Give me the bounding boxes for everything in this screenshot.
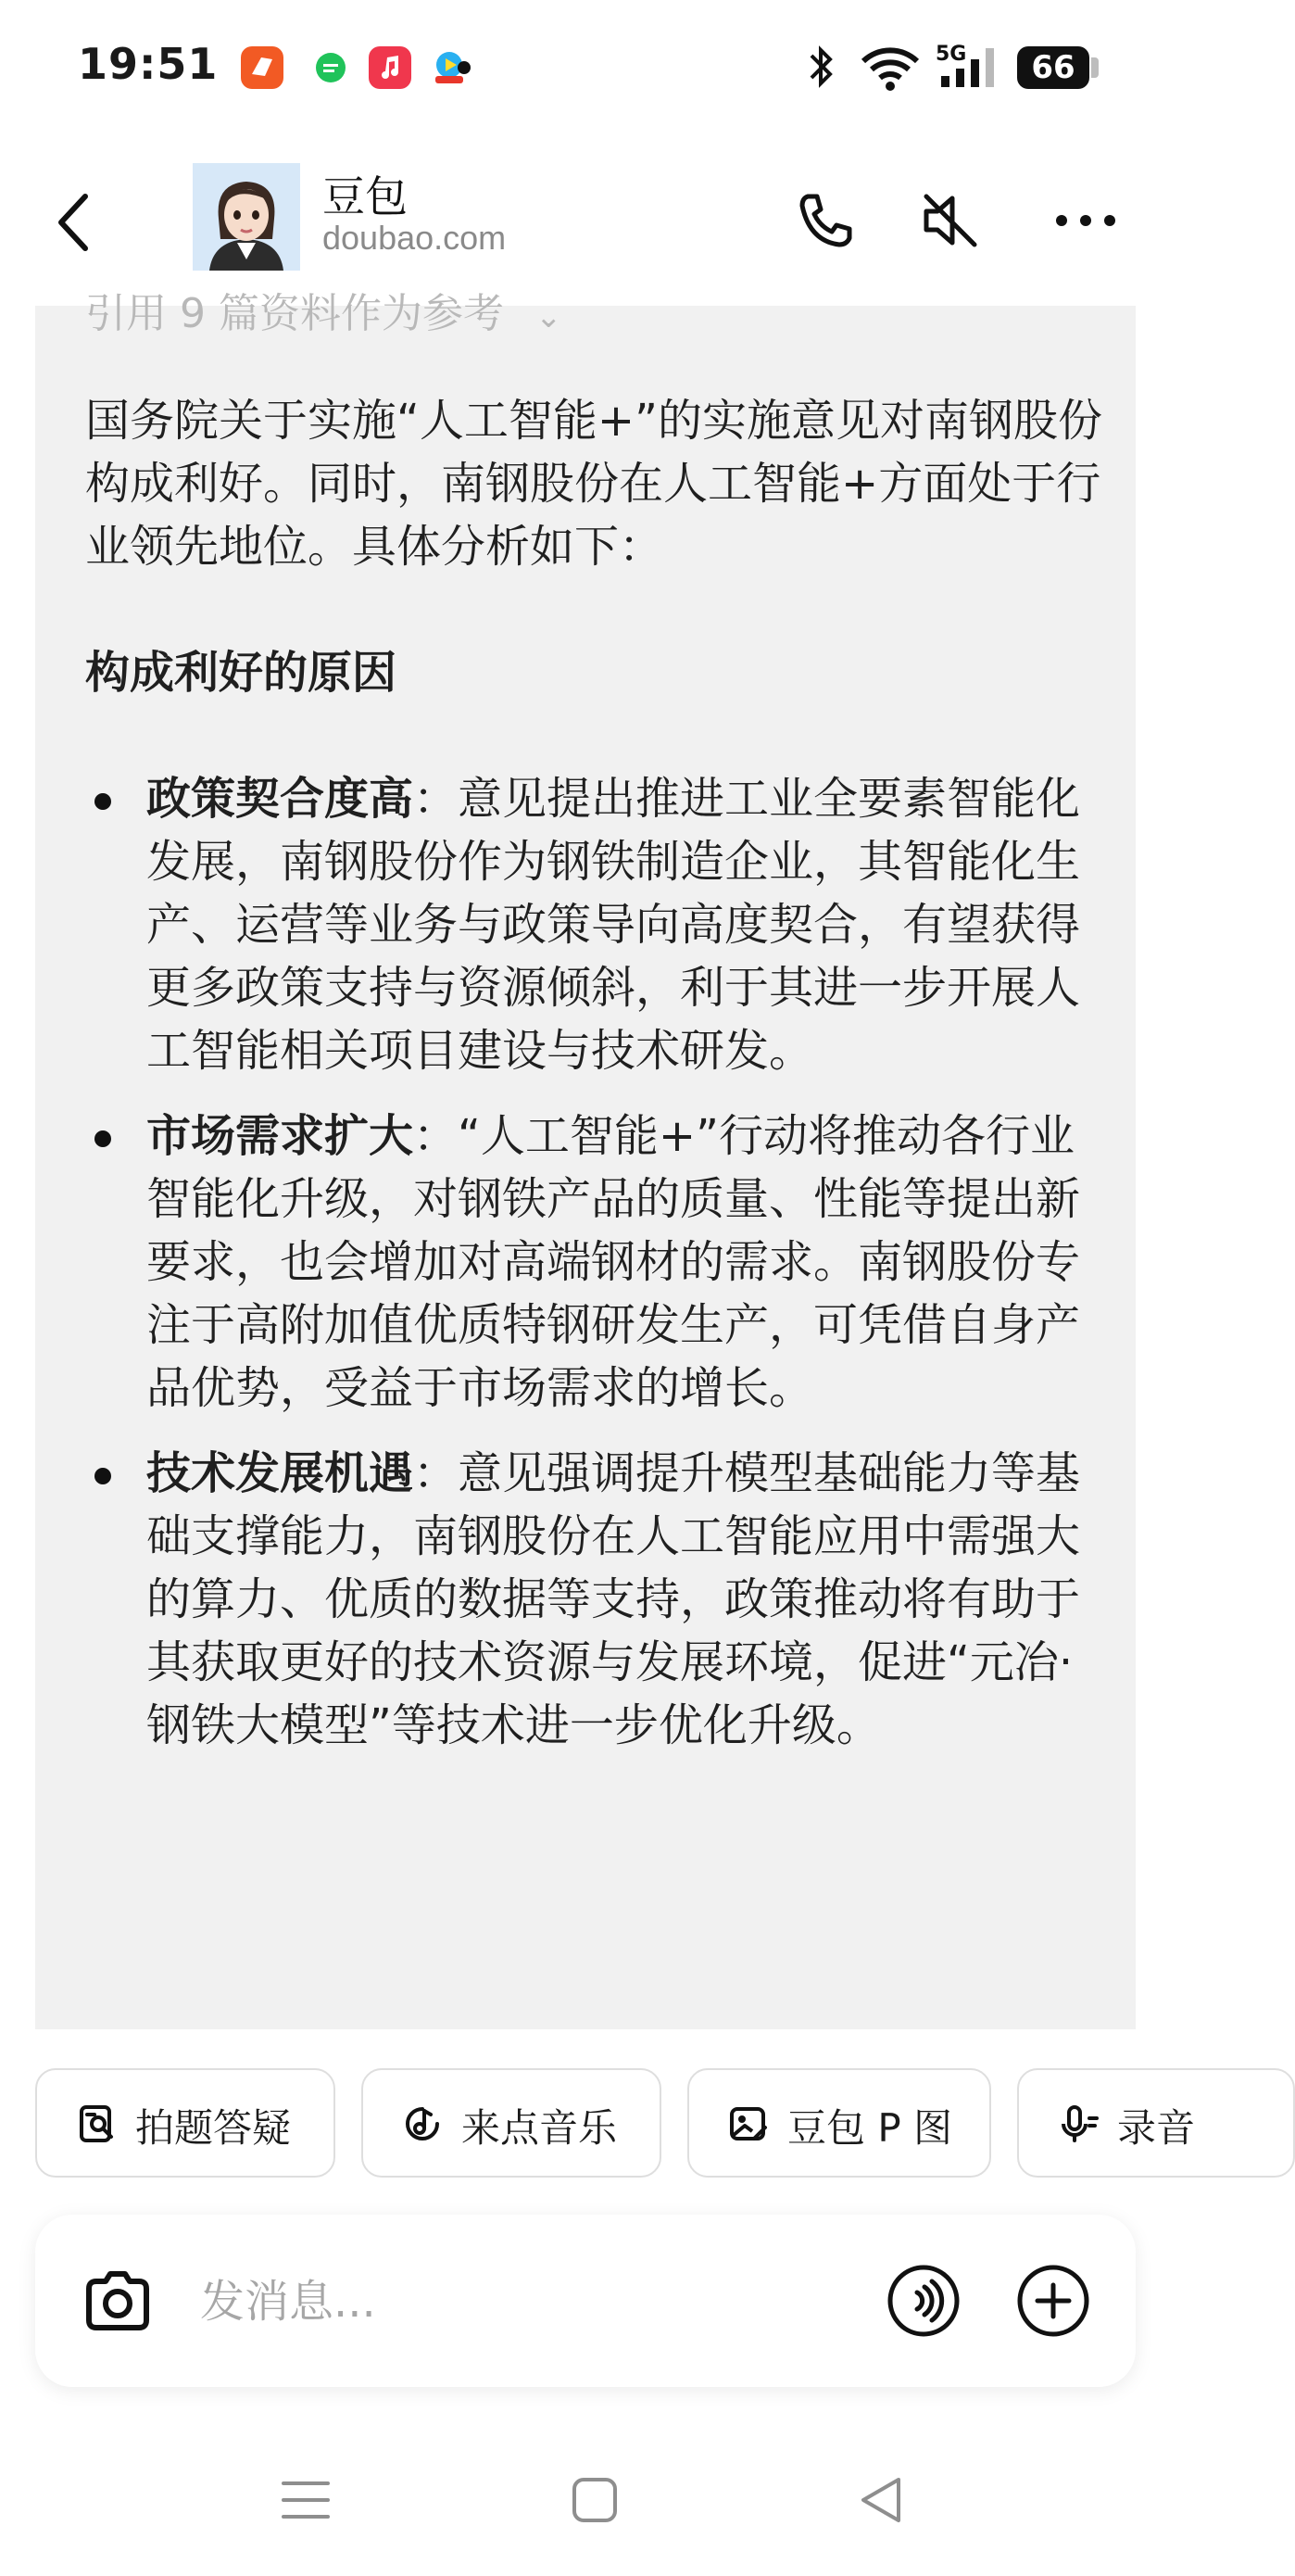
home-icon[interactable]	[567, 2472, 622, 2528]
section-title: 构成利好的原因	[85, 647, 397, 699]
chip-label: 录音	[1117, 2105, 1196, 2151]
music-note-icon	[400, 2102, 445, 2146]
status-time: 19:51	[78, 39, 219, 89]
reference-link[interactable]	[85, 280, 561, 339]
chip-photo-question[interactable]	[35, 2068, 335, 2178]
battery-indicator: 66	[1017, 46, 1089, 89]
back-icon[interactable]	[46, 185, 102, 259]
message-input[interactable]	[198, 2267, 684, 2337]
more-icon[interactable]	[1049, 183, 1123, 258]
bullet-title: 市场需求扩大	[146, 1110, 414, 1162]
chip-music[interactable]	[361, 2068, 661, 2178]
image-edit-icon	[726, 2102, 771, 2146]
signal-icon	[936, 41, 1010, 93]
chip-label: 拍题答疑	[135, 2105, 292, 2151]
music-app-icon	[369, 46, 411, 89]
voice-call-icon[interactable]	[886, 2263, 962, 2339]
system-nav-bar	[0, 2428, 1171, 2576]
message-intro: 国务院关于实施“人工智能+”的实施意见对南钢股份构成利好。同时，南钢股份在人工智能+方面处于行业领先地位。具体分析如下：	[85, 395, 1102, 573]
bullet-text: ：意见强调提升模型基础能力等基础支撑能力，南钢股份在人工智能应用中需强大的算力、优质的数据等支持，政策推动将有助于其获取更好的技术资源与发展环境，促进“元冶·钢铁大模型”等技术进一步优化升级。	[146, 1447, 1081, 1751]
status-bar	[0, 0, 1171, 139]
message-composer	[35, 2215, 1136, 2387]
list-item	[85, 767, 1104, 1082]
bullet-list	[85, 767, 1104, 1757]
bullet-title: 政策契合度高	[146, 773, 414, 825]
quick-actions	[35, 2068, 1196, 2179]
chip-record[interactable]	[1017, 2068, 1295, 2178]
mic-icon	[1056, 2102, 1100, 2146]
wifi-icon	[858, 41, 923, 93]
mute-icon[interactable]	[913, 183, 987, 258]
reference-text: 引用 9 篇资料作为参考	[85, 290, 504, 337]
chip-label: 豆包 P 图	[787, 2105, 953, 2151]
chevron-down-icon: ⌄	[534, 298, 562, 335]
camera-icon[interactable]	[80, 2263, 156, 2339]
page-subtitle: doubao.com	[322, 219, 507, 257]
bullet-text: ：“人工智能+”行动将推动各行业智能化升级，对钢铁产品的质量、性能等提出新要求，也会增加对高端钢材的需求。南钢股份专注于高附加值优质特钢研发生产，可凭借自身产品优势，受益于市场需求的增长。	[146, 1110, 1081, 1414]
bullet-title: 技术发展机遇	[146, 1447, 414, 1499]
message-card	[35, 290, 1136, 2029]
page-title: 豆包	[322, 171, 408, 221]
avatar[interactable]	[193, 163, 300, 271]
message-app-icon	[241, 46, 283, 89]
chat-bubble-icon	[309, 46, 352, 89]
list-item	[85, 1442, 1104, 1757]
bluetooth-icon	[806, 41, 837, 93]
list-item	[85, 1105, 1104, 1420]
message-content	[85, 389, 1104, 1779]
chip-label: 来点音乐	[461, 2105, 618, 2151]
phone-icon[interactable]	[789, 183, 863, 258]
back-triangle-icon[interactable]	[854, 2472, 910, 2528]
chip-image-edit[interactable]	[687, 2068, 991, 2178]
menu-icon[interactable]	[278, 2472, 333, 2528]
notification-dot-icon	[458, 61, 471, 74]
network-label: 5G	[936, 43, 967, 66]
bullet-text: ：意见提出推进工业全要素智能化发展，南钢股份作为钢铁制造企业，其智能化生产、运营等业务与政策导向高度契合，有望获得更多政策支持与资源倾斜，利于其进一步开展人工智能相关项目建设与技术研发。	[146, 773, 1081, 1077]
battery-cap	[1091, 57, 1099, 78]
photo-question-icon	[74, 2102, 119, 2146]
plus-icon[interactable]	[1015, 2263, 1091, 2339]
